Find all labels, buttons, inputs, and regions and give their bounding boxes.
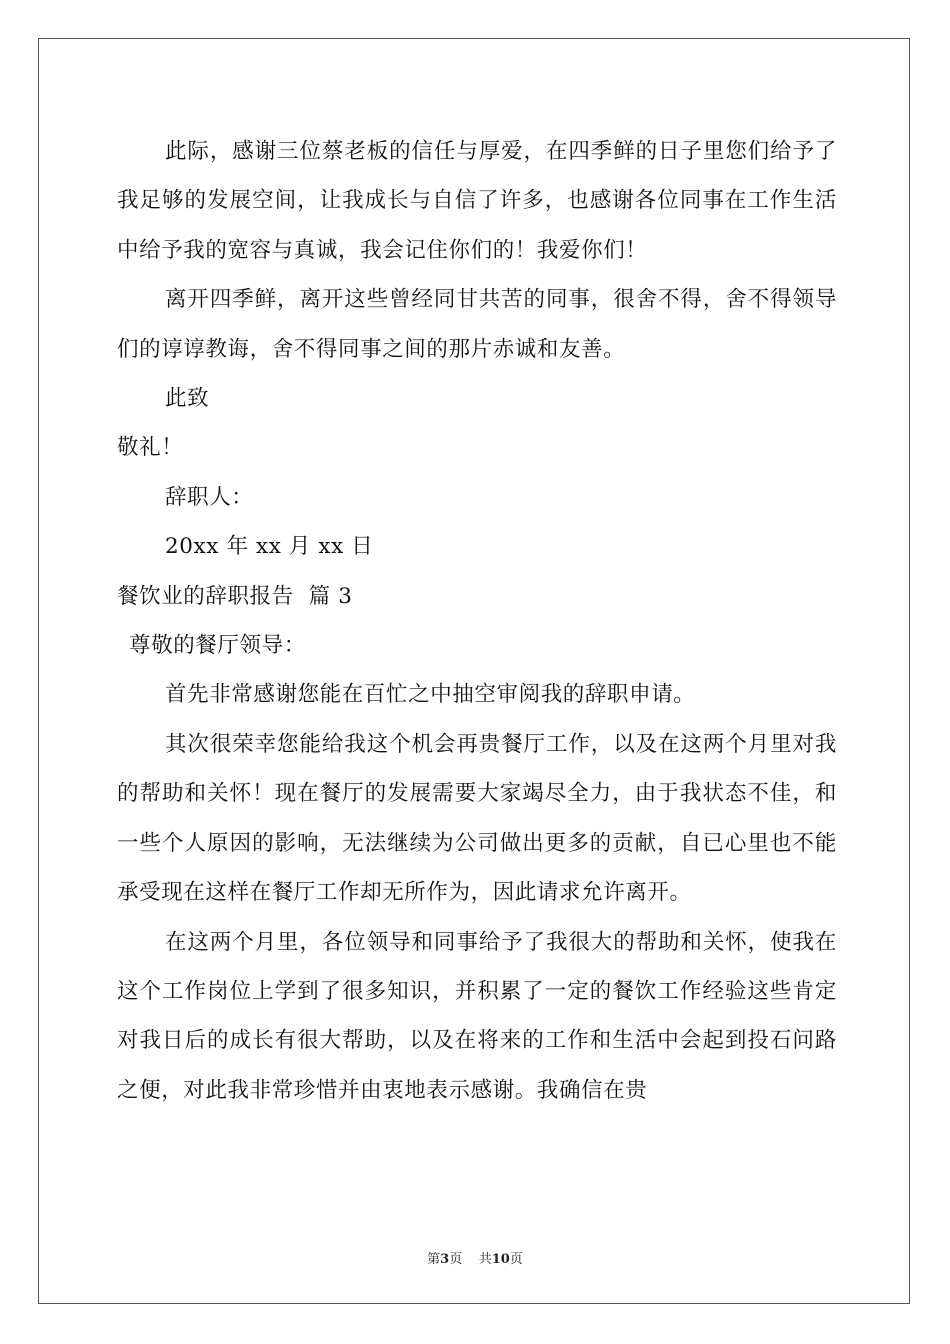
paragraph-opening: 首先非常感谢您能在百忙之中抽空审阅我的辞职申请。 <box>165 682 696 708</box>
date-line: 20xx 年 xx 月 xx 日 <box>165 534 374 560</box>
paragraph-gratitude: 在这两个月里，各位领导和同事给予了我很大的帮助和关怀，使我在这个工作岗位上学到了很多知识，并积累了一定的餐饮工作经验这些肯定对我日后的成长有很大帮助，以及在将来的工作和生活中会起到投石问路之便，对此我非常珍惜并由衷地表示感谢。我确信在贵 <box>117 929 837 1103</box>
salutation: 尊敬的餐厅领导： <box>129 633 306 659</box>
paragraph-thanks: 此际，感谢三位蔡老板的信任与厚爱，在四季鲜的日子里您们给予了我足够的发展空间，让我成长与自信了许多，也感谢各位同事在工作生活中给予我的宽容与真诚，我会记住你们的！我爱你们！ <box>117 139 837 263</box>
closing-cizhi: 此致 <box>165 386 210 412</box>
signature-label: 辞职人： <box>165 484 254 510</box>
footer-prefix: 第 <box>427 1252 441 1267</box>
footer-suffix: 页 <box>509 1252 523 1267</box>
paragraph-farewell: 离开四季鲜，离开这些曾经同甘共苦的同事，很舍不得，舍不得领导们的谆谆教诲，舍不得同事之间的那片赤诚和友善。 <box>117 287 837 362</box>
footer-page-current: 3 <box>440 1252 450 1267</box>
footer-mid: 页 共 <box>449 1252 492 1267</box>
section-heading: 餐饮业的辞职报告 篇 3 <box>117 583 353 609</box>
footer-page-total: 10 <box>491 1252 510 1267</box>
paragraph-reason: 其次很荣幸您能给我这个机会再贵餐厅工作，以及在这两个月里对我的帮助和关怀！现在餐厅的发展需要大家竭尽全力，由于我状态不佳，和一些个人原因的影响，无法继续为公司做出更多的贡献，自已心里也不能承受现在这样在餐厅工作却无所作为，因此请求允许离开。 <box>117 731 837 906</box>
closing-jingli: 敬礼！ <box>117 435 184 461</box>
document-body <box>117 127 837 1115</box>
page-footer <box>0 1248 950 1267</box>
